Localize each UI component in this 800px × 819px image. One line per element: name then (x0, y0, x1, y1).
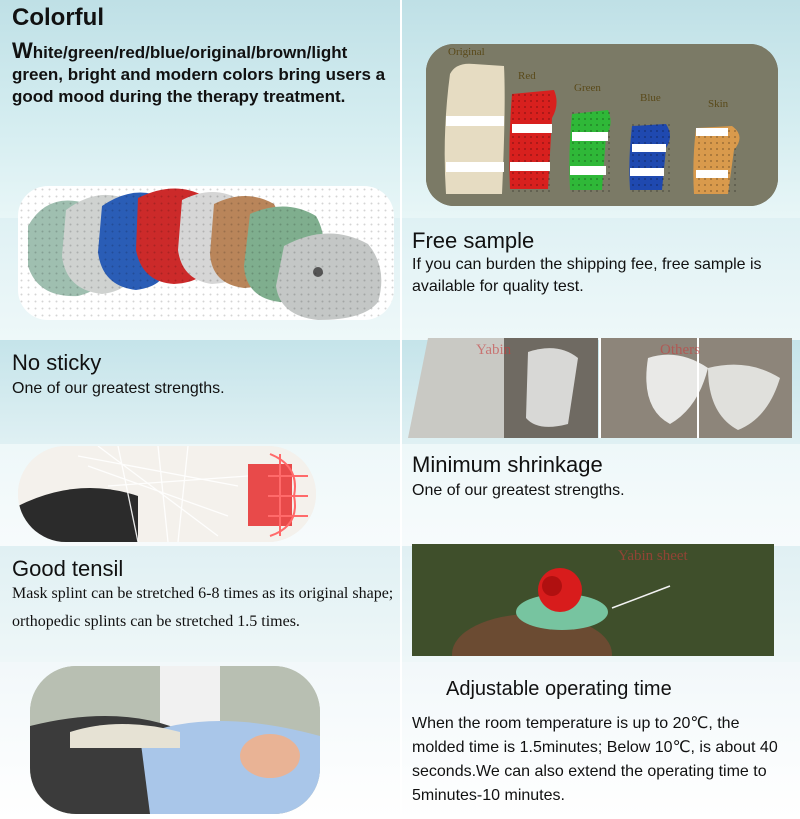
mesh-sheet-illustration (18, 446, 316, 542)
thermoplastic-sheets-illustration (18, 186, 394, 320)
label-blue: Blue (640, 92, 661, 104)
stretched-sheet-photo (412, 544, 774, 656)
free-sample-title: Free sample (412, 228, 535, 253)
watermark-others: Others (660, 342, 700, 358)
label-original: Original (448, 46, 485, 58)
patient-mask-photo (30, 666, 320, 814)
free-sample-body: If you can burden the shipping fee, free sample is available for quality test. (412, 256, 762, 295)
colorful-lead-letter: W (12, 38, 33, 63)
colorful-body: hite/green/red/blue/original/brown/light green, bright and modern colors bring users a good mood during the therapy treatment. (12, 43, 386, 106)
label-skin: Skin (708, 98, 729, 110)
column-divider (400, 0, 402, 819)
colored-splints-illustration (426, 44, 778, 206)
no-sticky-title: No sticky (12, 350, 102, 375)
no-sticky-body: One of our greatest strengths. (12, 380, 225, 397)
patient-mask-illustration (30, 666, 320, 814)
good-tensil-title: Good tensil (12, 556, 124, 581)
min-shrinkage-title: Minimum shrinkage (412, 452, 603, 477)
colorful-description (12, 40, 396, 108)
no-sticky-comparison-photo (408, 338, 792, 438)
label-red: Red (518, 70, 536, 82)
label-green: Green (574, 82, 601, 94)
good-tensil-body: Mask splint can be stretched 6-8 times as its original shape; orthopedic splints can be stretched 1.5 times. (12, 585, 394, 630)
watermark-yabin-sheet: Yabin sheet (618, 548, 688, 564)
watermark-yabin: Yabin (476, 342, 512, 358)
min-shrinkage-body: One of our greatest strengths. (412, 482, 625, 499)
stretched-sheet-illustration (412, 544, 774, 656)
operating-time-title: Adjustable operating time (446, 678, 672, 700)
operating-time-body: When the room temperature is up to 20℃, the molded time is 1.5minutes; Below 10℃, is about 40 seconds.We can also extend the operating time to 5minutes-10 minutes. (412, 715, 778, 804)
splint-original (445, 64, 505, 194)
no-sticky-illustration (408, 338, 792, 438)
thermoplastic-sheets-photo (18, 186, 394, 320)
colorful-title: Colorful (12, 4, 104, 31)
colored-splints-photo (426, 44, 778, 206)
mesh-sheet-photo (18, 446, 316, 542)
